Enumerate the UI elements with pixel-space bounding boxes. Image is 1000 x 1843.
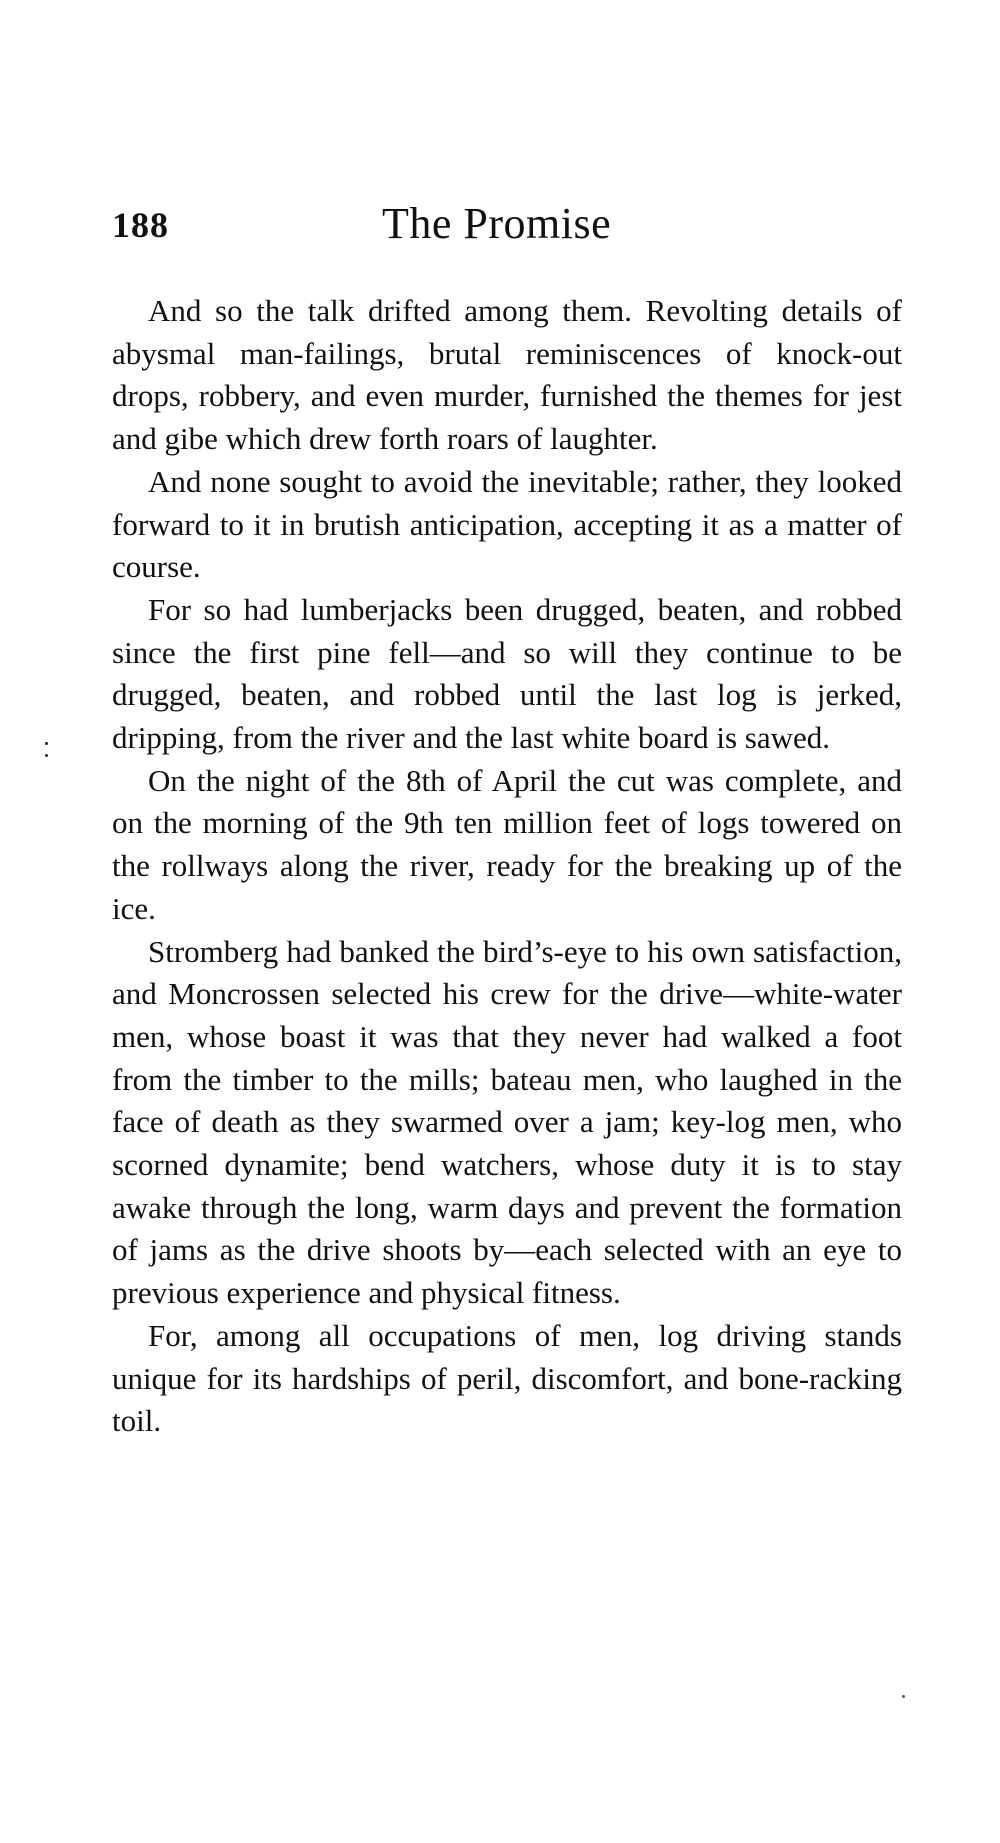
paragraph: And so the talk drifted among them. Revolting details of abysmal man-failings, brutal reminiscences of knock-out drops, robbery, and even murder, furnished the themes for jest and gibe which drew forth roars of laughter.: [112, 293, 902, 457]
paragraph: And none sought to avoid the inevitable; rather, they looked forward to it in brutish anticipation, accepting it as a matter of course.: [112, 463, 902, 585]
paragraph: For so had lumberjacks been drugged, beaten, and robbed since the first pine fell—and so will they continue to be drugged, beaten, and robbed until the last log is jerked, dripping, from the river and the last white board is sawed.: [112, 591, 902, 756]
body-text: [112, 290, 902, 1443]
scan-speck: [902, 1695, 905, 1698]
running-head: [112, 198, 900, 258]
running-title: The Promise: [382, 199, 612, 248]
paragraph: On the night of the 8th of April the cut was complete, and on the morning of the 9th ten million feet of logs towered on the rollways along the river, ready for the breaking up of the ice.: [112, 762, 902, 926]
page-number: 188: [112, 205, 169, 245]
paragraph: Stromberg had banked the bird’s-eye to his own satisfaction, and Moncrossen selected his crew for the drive—white-water men, whose boast it was that they never had walked a foot from the timber to the mills; bateau men, who laughed in the face of death as they swarmed over a jam; key-log men, who scorned dynamite; bend watchers, whose duty it is to stay awake through the long, warm days and prevent the formation of jams as the drive shoots by—each selected with an eye to previous experience and physical fitness.: [112, 933, 902, 1311]
margin-mark: [44, 742, 50, 772]
paragraph: For, among all occupations of men, log driving stands unique for its hardships of peril, discomfort, and bone-racking toil.: [112, 1317, 902, 1439]
